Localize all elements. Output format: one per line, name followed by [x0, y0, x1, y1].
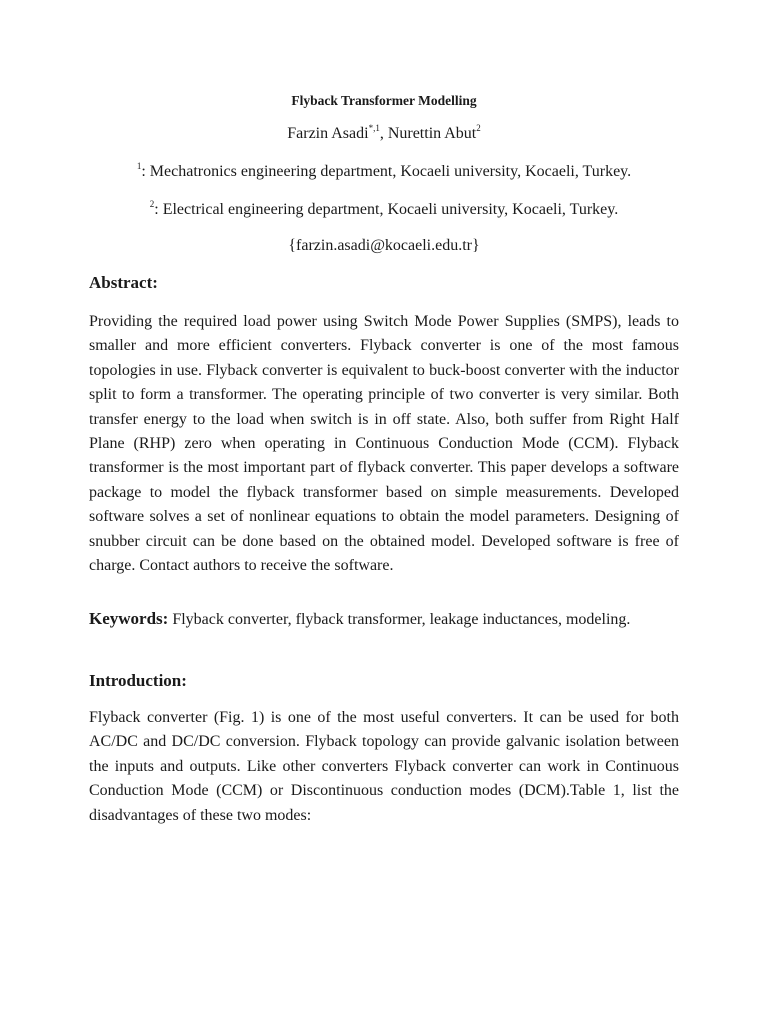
author-2-affiliation-mark: 2 [476, 123, 481, 133]
keywords-paragraph [89, 607, 679, 632]
affiliation-1-text: : Mechatronics engineering department, Kocaeli university, Kocaeli, Turkey. [141, 163, 632, 180]
abstract-heading: Abstract: [89, 273, 158, 292]
keywords-text: Flyback converter, flyback transformer, leakage inductances, modeling. [168, 611, 631, 628]
author-name-2: Nurettin Abut [387, 125, 477, 142]
affiliation-2-mark: 2 [149, 199, 155, 209]
author-line [0, 123, 768, 145]
affiliation-1 [0, 161, 768, 183]
paper-title: Flyback Transformer Modelling [291, 93, 477, 108]
contact-email: {farzin.asadi@kocaeli.edu.tr} [288, 237, 480, 254]
keywords-label: Keywords: [89, 609, 169, 628]
author-separator: , [379, 125, 388, 142]
affiliation-1-mark: 1 [136, 161, 142, 171]
author-1-affiliation-mark: *,1 [368, 123, 380, 133]
abstract-paragraph: Providing the required load power using Switch Mode Power Supplies (SMPS), leads to smaller and more efficient converters. Flyback converter is one of the most famous topologies in use. Flyback converter is equivalent to buck-boost converter with the inductor split to form a transformer. The operating principle of two converter is very similar. Both transfer energy to the load when switch is in off state. Also, both suffer from Right Half Plane (RHP) zero when operating in Continuous Conduction Mode (CCM). Flyback transformer is the most important part of flyback converter. This paper develops a software package to model the flyback transformer based on simple measurements. Developed software solves a set of nonlinear equations to obtain the model parameters. Designing of snubber circuit can be done based on the obtained model. Developed software is free of charge. Contact authors to receive the software. [89, 313, 679, 575]
introduction-heading: Introduction: [89, 671, 187, 690]
affiliation-2 [0, 199, 768, 221]
affiliation-2-text: : Electrical engineering department, Kocaeli university, Kocaeli, Turkey. [154, 201, 619, 218]
author-name-1: Farzin Asadi [287, 125, 369, 142]
introduction-paragraph: Flyback converter (Fig. 1) is one of the most useful converters. It can be used for both AC/DC and DC/DC conversion. Flyback topology can provide galvanic isolation between the inputs and outputs. Like other converters Flyback converter can work in Continuous Conduction Mode (CCM) or Discontinuous conduction modes (DCM).Table 1, list the disadvantages of these two modes: [89, 709, 679, 824]
